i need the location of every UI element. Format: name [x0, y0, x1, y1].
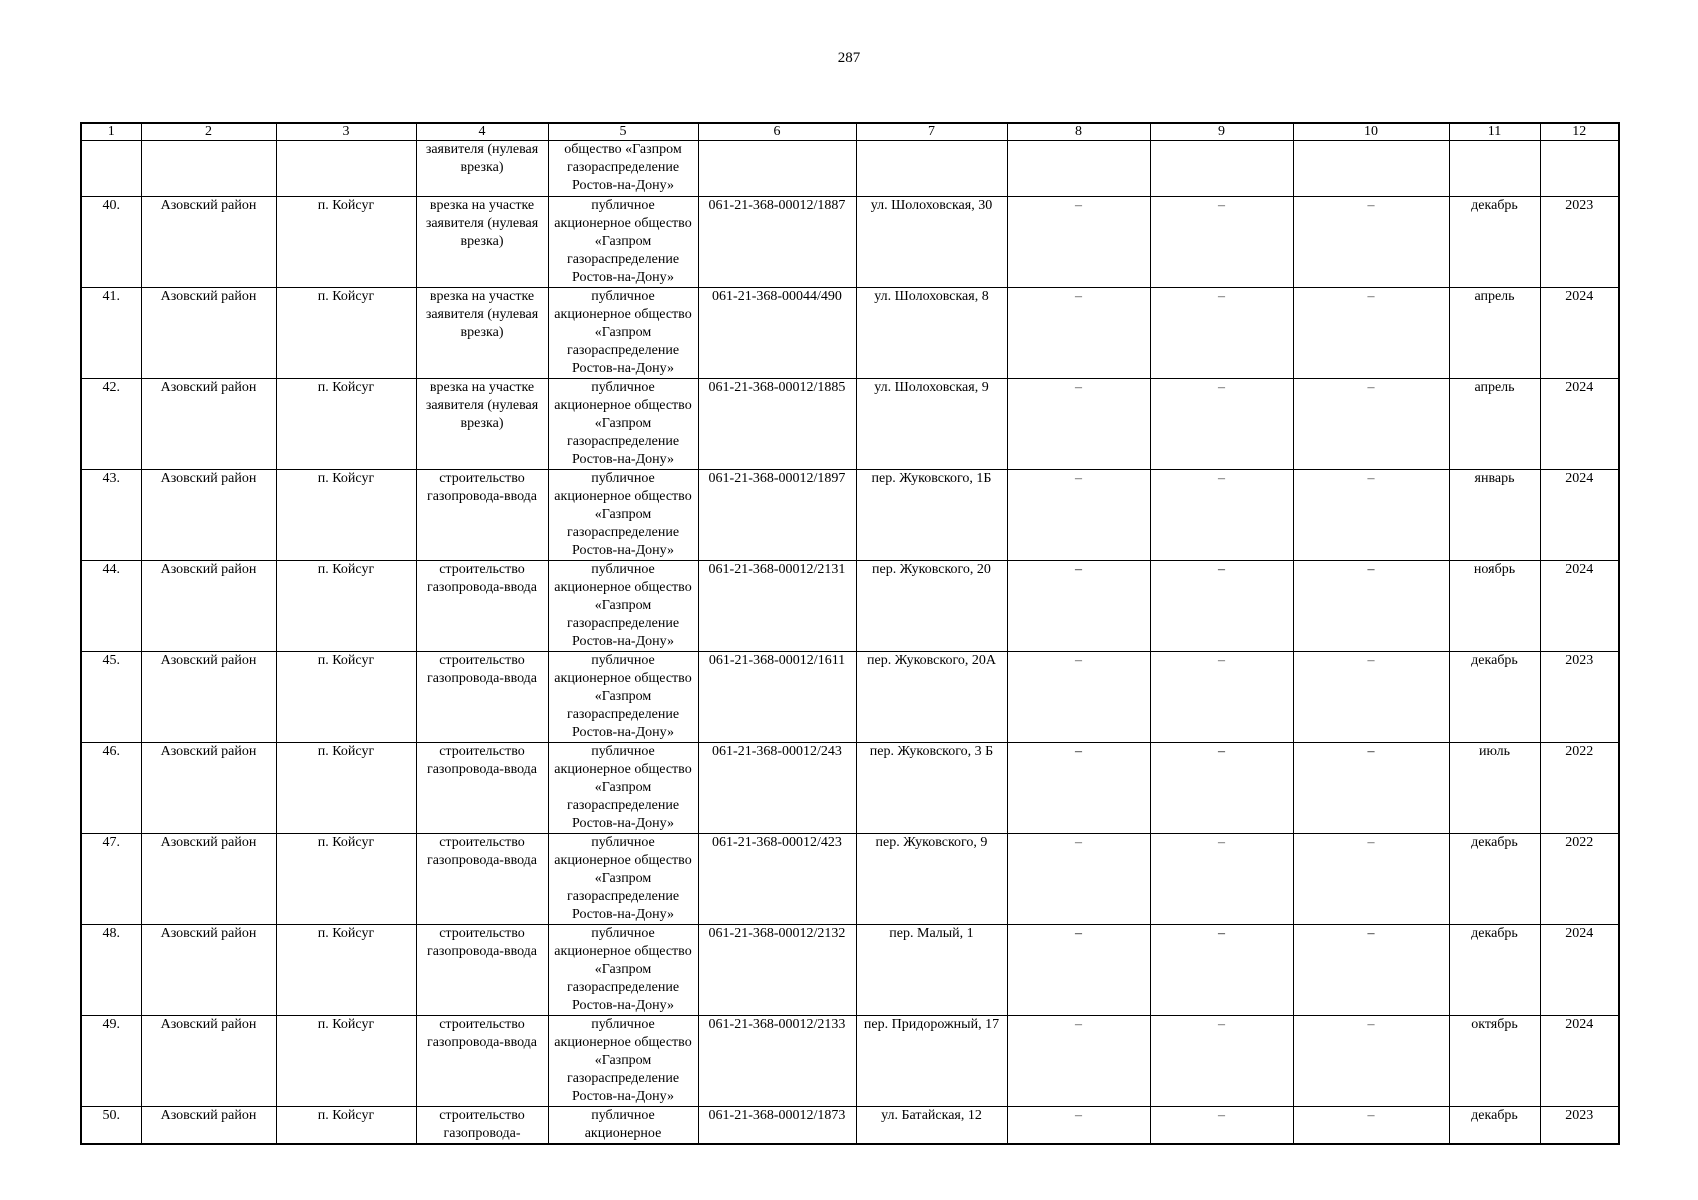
- table-cell: [856, 141, 1007, 197]
- month-cell: декабрь: [1449, 834, 1540, 925]
- year-cell: 2023: [1540, 652, 1619, 743]
- column-9-cell: –: [1150, 470, 1293, 561]
- column-9-cell: –: [1150, 743, 1293, 834]
- organization-cell: публичное акционерное общество «Газпром газораспределение Ростов-на-Дону»: [548, 288, 698, 379]
- column-header: 12: [1540, 123, 1619, 141]
- column-9-cell: –: [1150, 288, 1293, 379]
- column-9-cell: –: [1150, 197, 1293, 288]
- column-header: 4: [416, 123, 548, 141]
- work-type-cell: строительство газопровода-: [416, 1107, 548, 1145]
- district-cell: Азовский район: [141, 561, 276, 652]
- district-cell: Азовский район: [141, 379, 276, 470]
- column-8-cell: –: [1007, 288, 1150, 379]
- organization-cell: публичное акционерное общество «Газпром газораспределение Ростов-на-Дону»: [548, 652, 698, 743]
- column-8-cell: –: [1007, 925, 1150, 1016]
- month-cell: декабрь: [1449, 197, 1540, 288]
- table-row: [81, 1107, 1619, 1145]
- column-9-cell: –: [1150, 1107, 1293, 1145]
- address-cell: пер. Придорожный, 17: [856, 1016, 1007, 1107]
- column-8-cell: –: [1007, 652, 1150, 743]
- table-row: [81, 288, 1619, 379]
- year-cell: 2024: [1540, 470, 1619, 561]
- column-header: 10: [1293, 123, 1449, 141]
- row-number-cell: 46.: [81, 743, 141, 834]
- column-10-cell: –: [1293, 288, 1449, 379]
- row-number-cell: 47.: [81, 834, 141, 925]
- district-cell: Азовский район: [141, 925, 276, 1016]
- column-9-cell: –: [1150, 1016, 1293, 1107]
- organization-cell: публичное акционерное общество «Газпром газораспределение Ростов-на-Дону»: [548, 925, 698, 1016]
- table-row: [81, 197, 1619, 288]
- district-cell: Азовский район: [141, 834, 276, 925]
- column-header: 9: [1150, 123, 1293, 141]
- column-8-cell: –: [1007, 834, 1150, 925]
- column-header: 8: [1007, 123, 1150, 141]
- row-number-cell: 45.: [81, 652, 141, 743]
- table-cell: [276, 141, 416, 197]
- table-cell: [1293, 141, 1449, 197]
- district-cell: Азовский район: [141, 652, 276, 743]
- work-type-cell: врезка на участке заявителя (нулевая врезка): [416, 288, 548, 379]
- table-cell: [1540, 141, 1619, 197]
- column-9-cell: –: [1150, 925, 1293, 1016]
- locality-cell: п. Койсуг: [276, 288, 416, 379]
- column-10-cell: –: [1293, 743, 1449, 834]
- address-cell: ул. Батайская, 12: [856, 1107, 1007, 1145]
- work-type-cell: строительство газопровода-ввода: [416, 1016, 548, 1107]
- locality-cell: п. Койсуг: [276, 197, 416, 288]
- code-cell: 061-21-368-00012/2131: [698, 561, 856, 652]
- organization-cell: публичное акционерное общество «Газпром газораспределение Ростов-на-Дону»: [548, 561, 698, 652]
- address-cell: пер. Жуковского, 1Б: [856, 470, 1007, 561]
- month-cell: октябрь: [1449, 1016, 1540, 1107]
- district-cell: Азовский район: [141, 743, 276, 834]
- column-10-cell: –: [1293, 197, 1449, 288]
- address-cell: пер. Жуковского, 3 Б: [856, 743, 1007, 834]
- district-cell: Азовский район: [141, 197, 276, 288]
- column-10-cell: –: [1293, 1016, 1449, 1107]
- column-header: 5: [548, 123, 698, 141]
- district-cell: Азовский район: [141, 470, 276, 561]
- month-cell: апрель: [1449, 288, 1540, 379]
- column-10-cell: –: [1293, 470, 1449, 561]
- table-body: [81, 141, 1619, 1145]
- continuation-row: [81, 141, 1619, 197]
- month-cell: декабрь: [1449, 925, 1540, 1016]
- month-cell: декабрь: [1449, 652, 1540, 743]
- code-cell: 061-21-368-00012/2133: [698, 1016, 856, 1107]
- organization-cell: публичное акционерное общество «Газпром газораспределение Ростов-на-Дону»: [548, 197, 698, 288]
- work-type-cell: врезка на участке заявителя (нулевая врезка): [416, 197, 548, 288]
- column-header: 11: [1449, 123, 1540, 141]
- organization-cell: публичное акционерное общество «Газпром газораспределение Ростов-на-Дону»: [548, 834, 698, 925]
- organization-cell: общество «Газпром газораспределение Ростов-на-Дону»: [548, 141, 698, 197]
- month-cell: январь: [1449, 470, 1540, 561]
- district-cell: Азовский район: [141, 1016, 276, 1107]
- year-cell: 2024: [1540, 925, 1619, 1016]
- column-10-cell: –: [1293, 561, 1449, 652]
- month-cell: декабрь: [1449, 1107, 1540, 1145]
- work-type-cell: строительство газопровода-ввода: [416, 470, 548, 561]
- column-10-cell: –: [1293, 1107, 1449, 1145]
- column-8-cell: –: [1007, 743, 1150, 834]
- table-cell: [1007, 141, 1150, 197]
- locality-cell: п. Койсуг: [276, 1016, 416, 1107]
- year-cell: 2024: [1540, 1016, 1619, 1107]
- organization-cell: публичное акционерное общество «Газпром газораспределение Ростов-на-Дону»: [548, 743, 698, 834]
- column-9-cell: –: [1150, 561, 1293, 652]
- table-cell: [141, 141, 276, 197]
- work-type-cell: строительство газопровода-ввода: [416, 743, 548, 834]
- table-cell: [1449, 141, 1540, 197]
- register-table: [80, 122, 1620, 1145]
- table-header: [81, 123, 1619, 141]
- row-number-cell: 44.: [81, 561, 141, 652]
- column-10-cell: –: [1293, 379, 1449, 470]
- locality-cell: п. Койсуг: [276, 561, 416, 652]
- column-header: 7: [856, 123, 1007, 141]
- district-cell: Азовский район: [141, 1107, 276, 1145]
- row-number-cell: 41.: [81, 288, 141, 379]
- year-cell: 2023: [1540, 197, 1619, 288]
- code-cell: 061-21-368-00012/243: [698, 743, 856, 834]
- column-header: 2: [141, 123, 276, 141]
- column-8-cell: –: [1007, 1016, 1150, 1107]
- table-row: [81, 561, 1619, 652]
- table-row: [81, 652, 1619, 743]
- locality-cell: п. Койсуг: [276, 652, 416, 743]
- address-cell: пер. Жуковского, 20А: [856, 652, 1007, 743]
- code-cell: 061-21-368-00012/1611: [698, 652, 856, 743]
- column-header: 1: [81, 123, 141, 141]
- row-number-cell: 50.: [81, 1107, 141, 1145]
- locality-cell: п. Койсуг: [276, 743, 416, 834]
- organization-cell: публичное акционерное общество «Газпром газораспределение Ростов-на-Дону»: [548, 1016, 698, 1107]
- year-cell: 2022: [1540, 834, 1619, 925]
- locality-cell: п. Койсуг: [276, 925, 416, 1016]
- address-cell: пер. Малый, 1: [856, 925, 1007, 1016]
- row-number-cell: 42.: [81, 379, 141, 470]
- address-cell: ул. Шолоховская, 30: [856, 197, 1007, 288]
- page-number: 287: [837, 50, 861, 66]
- code-cell: 061-21-368-00012/2132: [698, 925, 856, 1016]
- table-row: [81, 379, 1619, 470]
- row-number-cell: 40.: [81, 197, 141, 288]
- column-10-cell: –: [1293, 834, 1449, 925]
- column-10-cell: –: [1293, 925, 1449, 1016]
- organization-cell: публичное акционерное: [548, 1107, 698, 1145]
- organization-cell: публичное акционерное общество «Газпром газораспределение Ростов-на-Дону»: [548, 470, 698, 561]
- locality-cell: п. Койсуг: [276, 834, 416, 925]
- column-8-cell: –: [1007, 379, 1150, 470]
- year-cell: 2024: [1540, 288, 1619, 379]
- row-number-cell: 48.: [81, 925, 141, 1016]
- locality-cell: п. Койсуг: [276, 470, 416, 561]
- table-row: [81, 834, 1619, 925]
- column-9-cell: –: [1150, 379, 1293, 470]
- column-8-cell: –: [1007, 1107, 1150, 1145]
- year-cell: 2024: [1540, 379, 1619, 470]
- table-cell: [81, 141, 141, 197]
- work-type-cell: врезка на участке заявителя (нулевая врезка): [416, 379, 548, 470]
- column-header: 6: [698, 123, 856, 141]
- work-type-cell: строительство газопровода-ввода: [416, 561, 548, 652]
- month-cell: апрель: [1449, 379, 1540, 470]
- year-cell: 2024: [1540, 561, 1619, 652]
- table-cell: [1150, 141, 1293, 197]
- year-cell: 2023: [1540, 1107, 1619, 1145]
- address-cell: пер. Жуковского, 9: [856, 834, 1007, 925]
- month-cell: ноябрь: [1449, 561, 1540, 652]
- address-cell: ул. Шолоховская, 8: [856, 288, 1007, 379]
- table-cell: [698, 141, 856, 197]
- column-header: 3: [276, 123, 416, 141]
- locality-cell: п. Койсуг: [276, 379, 416, 470]
- table-row: [81, 1016, 1619, 1107]
- work-type-cell: строительство газопровода-ввода: [416, 652, 548, 743]
- column-8-cell: –: [1007, 470, 1150, 561]
- month-cell: июль: [1449, 743, 1540, 834]
- code-cell: 061-21-368-00012/1873: [698, 1107, 856, 1145]
- row-number-cell: 49.: [81, 1016, 141, 1107]
- table-row: [81, 470, 1619, 561]
- work-type-cell: строительство газопровода-ввода: [416, 925, 548, 1016]
- code-cell: 061-21-368-00012/423: [698, 834, 856, 925]
- row-number-cell: 43.: [81, 470, 141, 561]
- code-cell: 061-21-368-00012/1885: [698, 379, 856, 470]
- work-type-cell: строительство газопровода-ввода: [416, 834, 548, 925]
- column-8-cell: –: [1007, 561, 1150, 652]
- table-row: [81, 743, 1619, 834]
- column-8-cell: –: [1007, 197, 1150, 288]
- organization-cell: публичное акционерное общество «Газпром газораспределение Ростов-на-Дону»: [548, 379, 698, 470]
- code-cell: 061-21-368-00012/1897: [698, 470, 856, 561]
- work-type-cell: заявителя (нулевая врезка): [416, 141, 548, 197]
- district-cell: Азовский район: [141, 288, 276, 379]
- column-10-cell: –: [1293, 652, 1449, 743]
- column-9-cell: –: [1150, 834, 1293, 925]
- address-cell: ул. Шолоховская, 9: [856, 379, 1007, 470]
- table-row: [81, 925, 1619, 1016]
- address-cell: пер. Жуковского, 20: [856, 561, 1007, 652]
- year-cell: 2022: [1540, 743, 1619, 834]
- locality-cell: п. Койсуг: [276, 1107, 416, 1145]
- code-cell: 061-21-368-00012/1887: [698, 197, 856, 288]
- column-9-cell: –: [1150, 652, 1293, 743]
- code-cell: 061-21-368-00044/490: [698, 288, 856, 379]
